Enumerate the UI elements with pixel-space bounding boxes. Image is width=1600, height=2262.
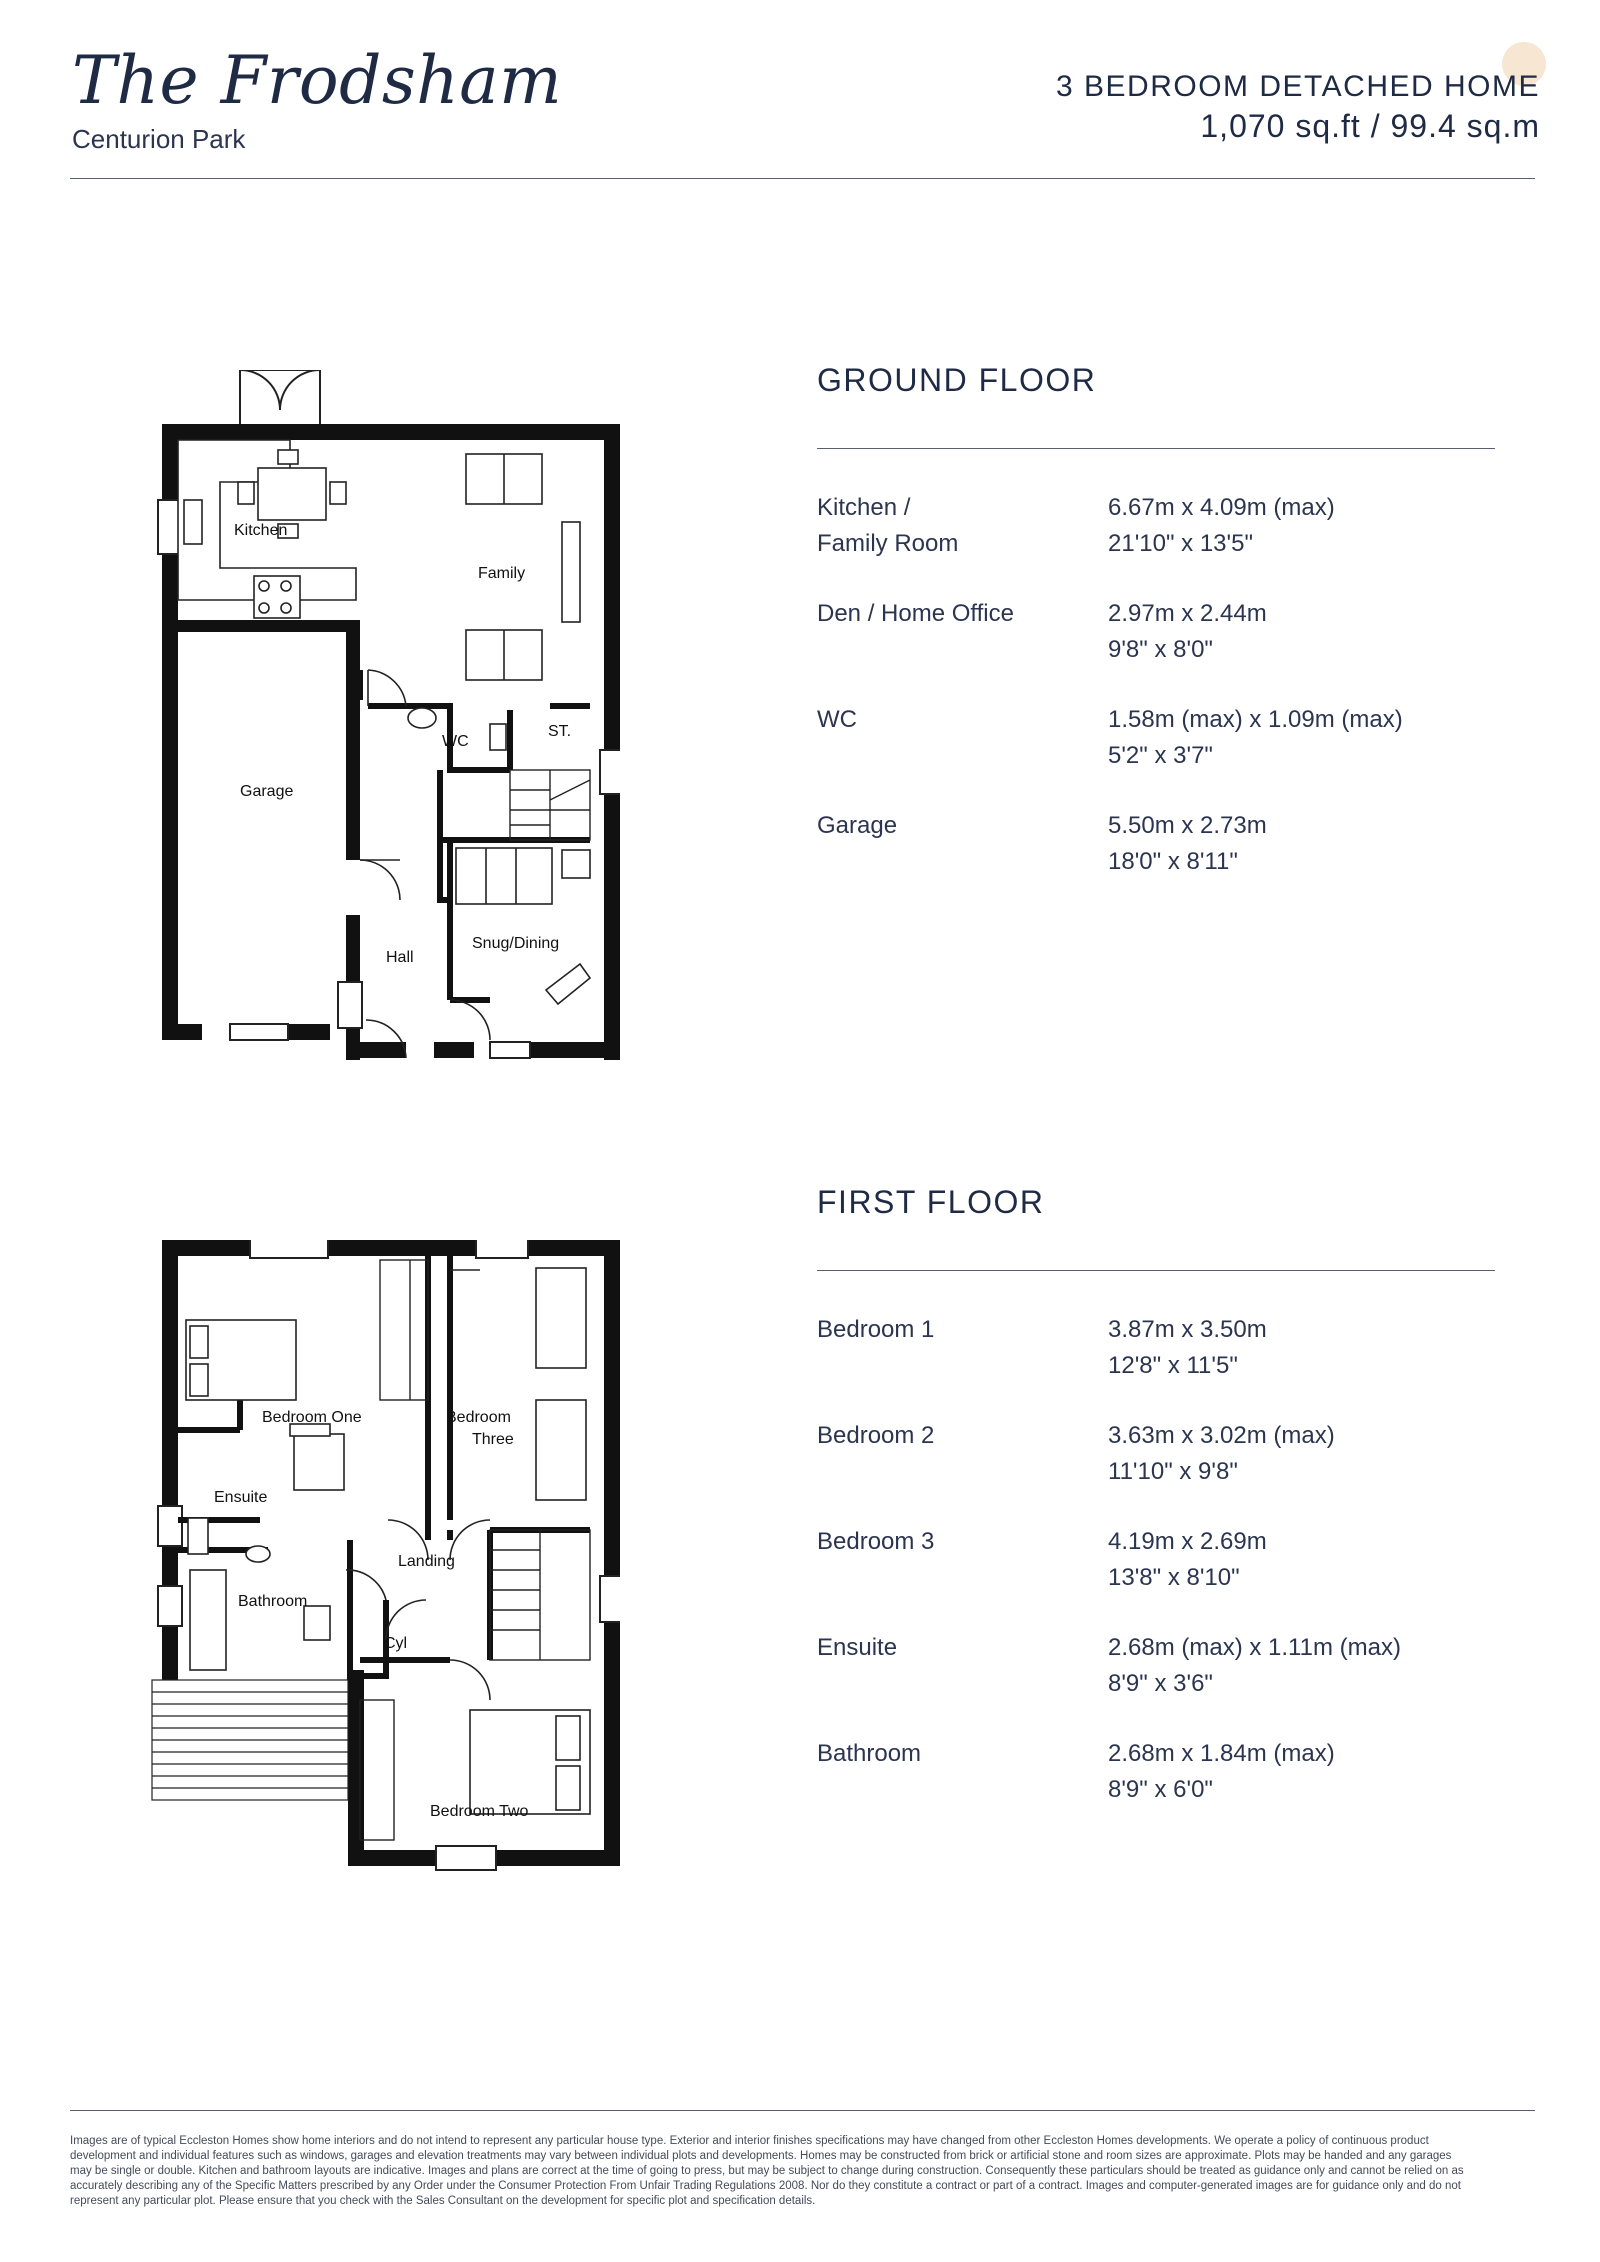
label-bedroom-two: Bedroom Two xyxy=(430,1803,529,1820)
development-name: Centurion Park xyxy=(72,124,246,154)
room-metric: 4.19m x 2.69m xyxy=(1108,1528,1267,1555)
label-wc: WC xyxy=(442,733,469,750)
room-name: Bedroom 3 xyxy=(817,1528,935,1555)
room-name: Bedroom 2 xyxy=(817,1422,935,1449)
room-metric: 2.97m x 2.44m xyxy=(1108,600,1267,627)
label-ensuite: Ensuite xyxy=(214,1489,268,1506)
room-imperial: 8'9" x 6'0" xyxy=(1108,1776,1213,1803)
room-name: Kitchen / Family Room xyxy=(817,494,959,557)
room-metric: 2.68m x 1.84m (max) xyxy=(1108,1740,1335,1767)
header-divider xyxy=(70,178,1535,179)
room-metric: 3.63m x 3.02m (max) xyxy=(1108,1422,1335,1449)
room-imperial: 9'8" x 8'0" xyxy=(1108,636,1213,663)
room-metric: 3.87m x 3.50m xyxy=(1108,1316,1267,1343)
room-name: Bedroom 1 xyxy=(817,1316,935,1343)
label-bathroom: Bathroom xyxy=(238,1593,308,1610)
home-type: 3 BEDROOM DETACHED HOME xyxy=(1056,70,1540,103)
label-bedroom-three-line1: Bedroom xyxy=(446,1409,511,1426)
ground-floor-plan xyxy=(150,370,620,1060)
first-floor-plan xyxy=(150,1240,620,1880)
room-name: Bathroom xyxy=(817,1740,922,1767)
page-title: The Frodsham xyxy=(72,42,563,119)
room-imperial: 21'10" x 13'5" xyxy=(1108,530,1253,557)
label-hall: Hall xyxy=(386,949,414,966)
room-metric: 5.50m x 2.73m xyxy=(1108,812,1267,839)
label-snug: Snug/Dining xyxy=(472,935,560,952)
room-name: Garage xyxy=(817,812,898,839)
label-cyl: Cyl xyxy=(384,1635,408,1652)
room-imperial: 12'8" x 11'5" xyxy=(1108,1352,1238,1379)
label-bedroom-one: Bedroom One xyxy=(262,1409,362,1426)
label-store: ST. xyxy=(548,723,572,740)
room-imperial: 5'2" x 3'7" xyxy=(1108,742,1213,769)
room-name: Ensuite xyxy=(817,1634,898,1661)
room-imperial: 8'9" x 3'6" xyxy=(1108,1670,1213,1697)
home-area: 1,070 sq.ft / 99.4 sq.m xyxy=(1200,108,1540,144)
label-kitchen: Kitchen xyxy=(234,522,288,539)
room-imperial: 11'10" x 9'8" xyxy=(1108,1458,1238,1485)
label-bedroom-three-line2: Three xyxy=(472,1431,514,1448)
room-imperial: 13'8" x 8'10" xyxy=(1108,1564,1240,1591)
label-garage: Garage xyxy=(240,783,294,800)
label-landing: Landing xyxy=(398,1553,455,1570)
room-metric: 6.67m x 4.09m (max) xyxy=(1108,494,1335,521)
ground-floor-divider xyxy=(817,448,1495,449)
room-metric: 2.68m (max) x 1.11m (max) xyxy=(1108,1634,1401,1661)
room-name: WC xyxy=(817,706,857,733)
room-name: Den / Home Office xyxy=(817,600,1014,627)
first-floor-divider xyxy=(817,1270,1495,1271)
label-family: Family xyxy=(478,565,526,582)
footer-divider xyxy=(70,2110,1535,2111)
ground-floor-heading: GROUND FLOOR xyxy=(817,362,1097,398)
disclaimer-text: Images are of typical Eccleston Homes show home interiors and do not intend to represent any particular house type. Exterior and interior finishes specifications may have changed from other Eccleston Homes developments. We operate a policy of continuous product development and individual features such as windows, garages and elevation treatments may vary between individual plots and developments. Homes may be constructed from brick or artificial stone and room sizes are approximate. Plots may be handed and any garages may be single or double. Kitchen and bathroom layouts are indicative. Images and plans are correct at the time of going to press, but may be subject to change during construction. Consequently these particulars should be treated as guidance only and cannot be relied on as accurately describing any of the Specific Matters prescribed by any Order under the Consumer Protection From Unfair Trading Regulations 2008. Nor do they constitute a contract or part of a contract. Images and computer-generated images are for guidance only and do not represent any particular plot. Please ensure that you check with the Sales Consultant on the development for specific plot and specification details. xyxy=(70,2135,1464,2207)
first-floor-heading: FIRST FLOOR xyxy=(817,1184,1045,1220)
room-imperial: 18'0" x 8'11" xyxy=(1108,848,1238,875)
room-metric: 1.58m (max) x 1.09m (max) xyxy=(1108,706,1403,733)
